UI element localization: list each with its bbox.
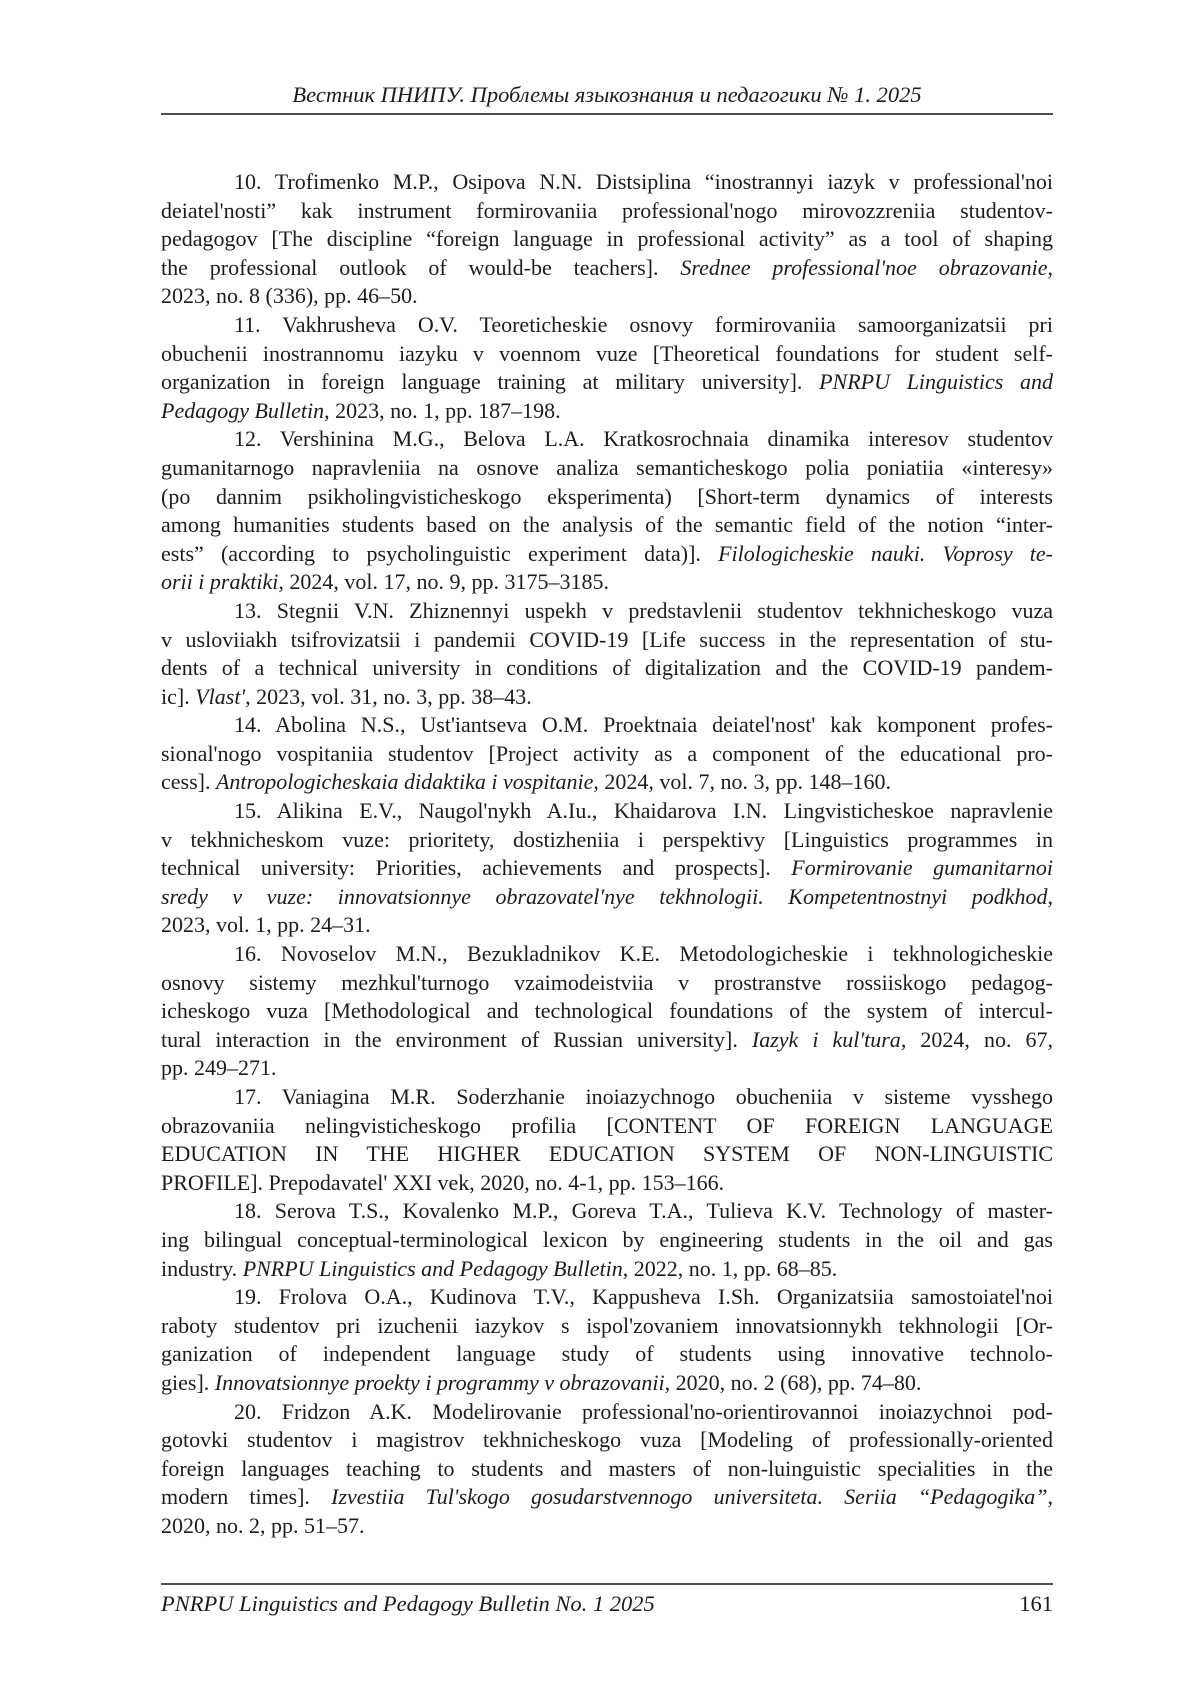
reference-text: osnovy sistemy mezhkul'turnogo vzaimodeistviia v prostranstve rossiiskogo pedagog- [161, 969, 1053, 995]
reference-journal-title: Vlast' [195, 683, 246, 709]
reference-line [161, 454, 1053, 483]
reference-line [161, 254, 1053, 283]
reference-text: v usloviiakh tsifrovizatsii i pandemii COVID-19 [Life success in the representation of stu- [161, 626, 1053, 652]
reference-line [161, 425, 1053, 454]
reference-line [161, 1169, 1053, 1198]
reference-item [161, 597, 1053, 711]
reference-text: , 2024, vol. 17, no. 9, pp. 3175–3185. [278, 569, 609, 595]
reference-text: , 2023, vol. 31, no. 3, pp. 38–43. [245, 683, 532, 709]
reference-line [161, 340, 1053, 369]
reference-item [161, 425, 1053, 597]
reference-text: deiatel'nosti” kak instrument formirovaniia professional'nogo mirovozzreniia studentov- [161, 197, 1053, 223]
reference-text: (po dannim psikholingvisticheskogo eksperimenta) [Short-term dynamics of interests [161, 483, 1053, 509]
reference-line [161, 797, 1053, 826]
reference-text: among humanities students based on the analysis of the semantic field of the notion “inter- [161, 512, 1053, 538]
footer-journal-title: PNRPU Linguistics and Pedagogy Bulletin No. 1 2025 [161, 1591, 655, 1616]
reference-line [161, 854, 1053, 883]
reference-line [161, 997, 1053, 1026]
reference-text: gies]. [161, 1369, 215, 1395]
reference-item [161, 797, 1053, 940]
reference-line [161, 969, 1053, 998]
reference-line [161, 654, 1053, 683]
reference-journal-title: Innovatsionnye proekty i programmy v obrazovanii [214, 1369, 665, 1395]
reference-line [161, 1483, 1053, 1512]
reference-item [161, 711, 1053, 797]
reference-line [161, 1083, 1053, 1112]
reference-journal-title: Pedagogy Bulletin [161, 397, 325, 423]
reference-text: ic]. [161, 683, 196, 709]
reference-text: 19. Frolova O.A., Kudinova T.V., Kappusheva I.Sh. Organizatsiia samostoiatel'noi [234, 1284, 1053, 1310]
reference-text: 18. Serova T.S., Kovalenko M.P., Goreva T.A., Tulieva K.V. Technology of master- [234, 1198, 1053, 1224]
reference-text: icheskogo vuza [Methodological and technological foundations of the system of intercul- [161, 998, 1053, 1024]
reference-text: gumanitarnogo napravleniia na osnove analiza semanticheskogo polia poniatiia «interesy» [161, 454, 1053, 480]
reference-text: obuchenii inostrannomu iazyku v voennom vuze [Theoretical foundations for student self- [161, 340, 1053, 366]
reference-text: PROFILE]. Prepodavatel' XXI vek, 2020, no. 4-1, pp. 153–166. [161, 1169, 725, 1195]
reference-line [161, 197, 1053, 226]
reference-journal-title: PNRPU Linguistics and [819, 369, 1053, 395]
reference-line [161, 911, 1053, 940]
reference-line [161, 740, 1053, 769]
reference-line [161, 826, 1053, 855]
reference-text: tural interaction in the environment of Russian university]. [161, 1026, 752, 1052]
reference-text: foreign languages teaching to students and masters of non-luinguistic specialities in the [161, 1455, 1053, 1481]
reference-journal-title: orii i praktiki [161, 569, 279, 595]
reference-line [161, 626, 1053, 655]
reference-journal-title: Izvestiia Tul'skogo gosudarstvennogo universiteta. Seriia “Pedagogika” [331, 1484, 1048, 1510]
reference-line [161, 282, 1053, 311]
reference-text: , 2020, no. 2 (68), pp. 74–80. [664, 1369, 922, 1395]
reference-item [161, 1083, 1053, 1197]
reference-text: 13. Stegnii V.N. Zhiznennyi uspekh v predstavlenii studentov tekhnicheskogo vuza [234, 597, 1053, 623]
reference-text: gotovki studentov i magistrov tekhnicheskogo vuza [Modeling of professionally-oriented [161, 1427, 1053, 1453]
reference-line [161, 1426, 1053, 1455]
references-list [161, 168, 1053, 1541]
reference-text: ests” (according to psycholinguistic experiment data)]. [161, 540, 719, 566]
reference-line [161, 1455, 1053, 1484]
reference-text: sional'nogo vospitaniia studentov [Project activity as a component of the educational pro- [161, 740, 1053, 766]
reference-text: 16. Novoselov M.N., Bezukladnikov K.E. Metodologicheskie i tekhnologicheskie [234, 941, 1053, 967]
reference-text: , 2023, no. 1, pp. 187–198. [324, 397, 561, 423]
reference-text: cess]. [161, 769, 216, 795]
reference-line [161, 1512, 1053, 1541]
reference-line [161, 597, 1053, 626]
reference-text: , 2024, vol. 7, no. 3, pp. 148–160. [593, 769, 892, 795]
footer-page-number: 161 [1019, 1591, 1053, 1616]
reference-journal-title: PNRPU Linguistics and Pedagogy Bulletin [242, 1255, 623, 1281]
reference-text: modern times]. [161, 1484, 332, 1510]
reference-text: , 2022, no. 1, pp. 68–85. [622, 1255, 838, 1281]
reference-text: , 2024, no. 67, [900, 1026, 1053, 1052]
reference-line [161, 397, 1053, 426]
reference-item [161, 1398, 1053, 1541]
reference-item [161, 940, 1053, 1083]
reference-line [161, 1197, 1053, 1226]
reference-line [161, 1054, 1053, 1083]
reference-line [161, 1226, 1053, 1255]
reference-text: 2023, no. 8 (336), pp. 46–50. [161, 283, 418, 309]
reference-text: ganization of independent language study of students using innovative technolo- [161, 1341, 1053, 1367]
reference-text: 14. Abolina N.S., Ust'iantseva O.M. Proektnaia deiatel'nost' kak komponent profes- [234, 712, 1053, 738]
reference-text: 20. Fridzon A.K. Modelirovanie professional'no-orientirovannoi inoiazychnoi pod- [234, 1398, 1053, 1424]
page-footer [161, 1583, 1053, 1617]
reference-line [161, 940, 1053, 969]
reference-line [161, 1112, 1053, 1141]
reference-line [161, 511, 1053, 540]
reference-text: technical university: Priorities, achievements and prospects]. [161, 855, 792, 881]
reference-text: raboty studentov pri izuchenii iazykov s ispol'zovaniem innovatsionnykh tekhnologii [Or- [161, 1312, 1053, 1338]
reference-item [161, 1197, 1053, 1283]
running-head-title: Вестник ПНИПУ. Проблемы языкознания и педагогики № 1. 2025 [161, 82, 1053, 115]
reference-line [161, 1340, 1053, 1369]
reference-text: , [1047, 883, 1053, 909]
reference-journal-title: Formirovanie gumanitarnoi [791, 855, 1053, 881]
reference-journal-title: Iazyk i kul'tura [751, 1026, 901, 1052]
reference-text: pedagogov [The discipline “foreign language in professional activity” as a tool of shaping [161, 226, 1053, 252]
reference-text: 15. Alikina E.V., Naugol'nykh A.Iu., Khaidarova I.N. Lingvisticheskoe napravlenie [234, 798, 1053, 824]
reference-text: the professional outlook of would-be teachers]. [161, 254, 681, 280]
reference-text: pp. 249–271. [161, 1055, 277, 1081]
reference-line [161, 168, 1053, 197]
reference-text: obrazovaniia nelingvisticheskogo profilia [CONTENT OF FOREIGN LANGUAGE [161, 1112, 1053, 1138]
reference-text: v tekhnicheskom vuze: prioritety, dostizheniia i perspektivy [Linguistics programmes in [161, 826, 1053, 852]
reference-line [161, 1398, 1053, 1427]
reference-text: 12. Vershinina M.G., Belova L.A. Kratkosrochnaia dinamika interesov studentov [234, 426, 1053, 452]
reference-line [161, 540, 1053, 569]
reference-text: , [1047, 1484, 1053, 1510]
reference-text: EDUCATION IN THE HIGHER EDUCATION SYSTEM OF NON-LINGUISTIC [161, 1141, 1053, 1167]
reference-text: organization in foreign language training at military university]. [161, 369, 820, 395]
reference-journal-title: sredy v vuze: innovatsionnye obrazovatel'nye tekhnologii. Kompetentnostnyi podkhod [161, 883, 1048, 909]
reference-text: dents of a technical university in conditions of digitalization and the COVID-19 pandem- [161, 655, 1053, 681]
reference-line [161, 568, 1053, 597]
reference-line [161, 1255, 1053, 1284]
reference-line [161, 1312, 1053, 1341]
reference-line [161, 768, 1053, 797]
reference-item [161, 311, 1053, 425]
reference-text: 2023, vol. 1, pp. 24–31. [161, 912, 371, 938]
reference-line [161, 1283, 1053, 1312]
reference-text: 2020, no. 2, pp. 51–57. [161, 1512, 365, 1538]
reference-line [161, 225, 1053, 254]
reference-text: ing bilingual conceptual-terminological lexicon by engineering students in the oil and gas [161, 1226, 1053, 1252]
reference-journal-title: Filologicheskie nauki. Voprosy te- [718, 540, 1053, 566]
reference-text: , [1047, 254, 1053, 280]
reference-line [161, 883, 1053, 912]
reference-text: industry. [161, 1255, 243, 1281]
reference-item [161, 1283, 1053, 1397]
reference-text: 11. Vakhrusheva O.V. Teoreticheskie osnovy formirovaniia samoorganizatsii pri [234, 311, 1053, 337]
reference-line [161, 683, 1053, 712]
reference-item [161, 168, 1053, 311]
reference-line [161, 483, 1053, 512]
reference-line [161, 711, 1053, 740]
reference-journal-title: Antropologicheskaia didaktika i vospitanie [215, 769, 594, 795]
reference-line [161, 368, 1053, 397]
reference-line [161, 1140, 1053, 1169]
reference-text: 10. Trofimenko M.P., Osipova N.N. Distsiplina “inostrannyi iazyk v professional'noi [234, 169, 1053, 194]
reference-line [161, 1026, 1053, 1055]
reference-line [161, 1369, 1053, 1398]
reference-text: 17. Vaniagina M.R. Soderzhanie inoiazychnogo obucheniia v sisteme vysshego [234, 1084, 1053, 1109]
reference-journal-title: Srednee professional'noe obrazovanie [680, 254, 1048, 280]
reference-line [161, 311, 1053, 340]
